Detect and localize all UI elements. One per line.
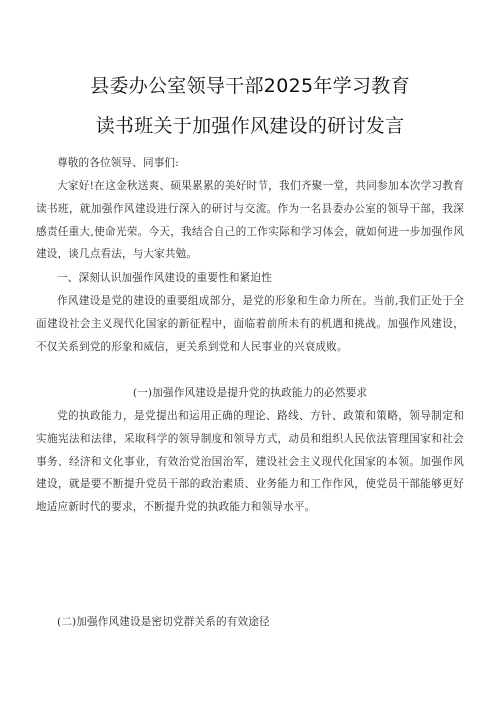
intro-paragraph: 大家好!在这金秋送爽、硕果累累的美好时节，我们齐聚一堂，共同参加本次学习教育读书班，就加强作风建设进行深入的研讨与交流。作为一名县委办公室的领导干部，我深感责任重大,使命光荣。今天，我结合自己的工作实际和学习体会，就如何进一步加强作风建设，谈几点看法，与大家共勉。 (36, 180, 464, 261)
salutation: 尊敬的各位领导、同事们: (57, 157, 179, 169)
subsection-2-heading: (二)加强作风建设是密切党群关系的有效途径 (57, 616, 270, 628)
section-1-heading: 一、深刻认识加强作风建设的重要性和紧迫性 (57, 272, 272, 284)
subsection-1-paragraph: 党的执政能力，是党提出和运用正确的理论、路线、方针、政策和策略，领导制定和实施宪法和法律，采取科学的领导制度和领导方式，动员和组织人民依法管理国家和社会事务、经济和文化事业，有效治党治国治军，建设社会主义现代化国家的本领。加强作风建设，就是要不断提升党员干部的政治素质、业务能力和工作作风，使党员干部能够更好地适应新时代的要求，不断提升党的执政能力和领导水平。 (36, 410, 464, 514)
document-title-line-1: 县委办公室领导干部2025年学习教育 (90, 75, 410, 97)
document-title-line-2: 读书班关于加强作风建设的研讨发言 (95, 115, 405, 137)
subsection-1-heading: (一)加强作风建设是提升党的执政能力的必然要求 (132, 387, 368, 399)
section-1-paragraph: 作风建设是党的建设的重要组成部分，是党的形象和生命力所在。当前,我们正处于全面建设社会主义现代化国家的新征程中，面临着前所未有的机遇和挑战。加强作风建设，不仅关系到党的形象和威信，更关系到党和人民事业的兴衰成败。 (36, 295, 464, 353)
